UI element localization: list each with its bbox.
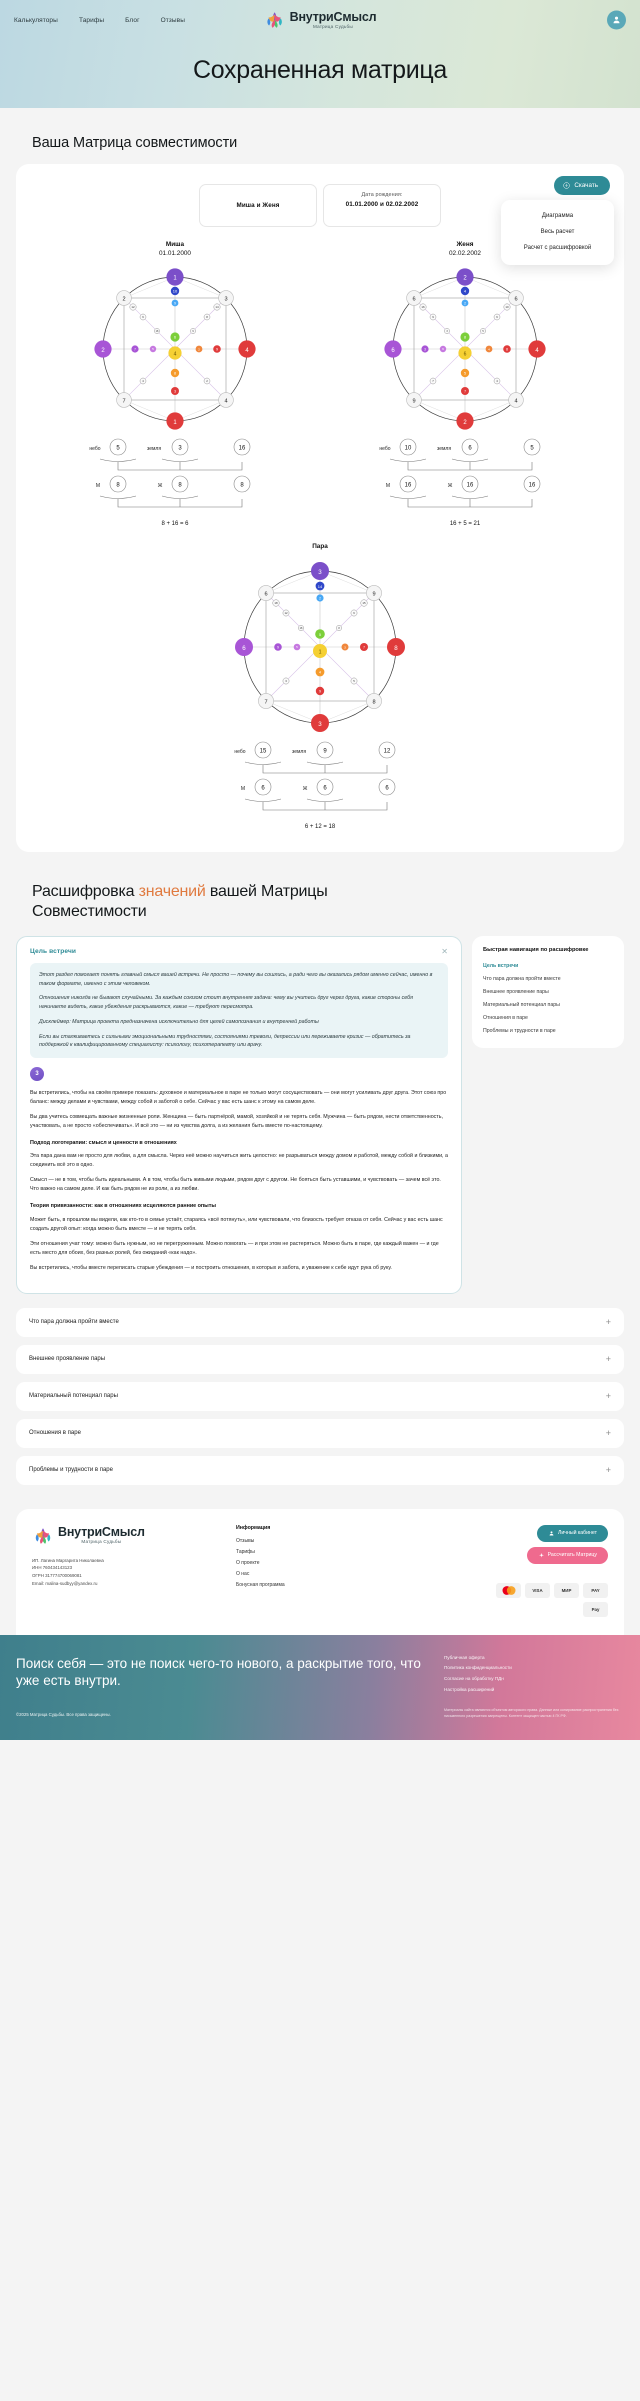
matrix-numbers-pair <box>215 739 425 834</box>
user-icon <box>611 15 622 26</box>
download-button[interactable] <box>554 176 610 195</box>
decoding-intro-p4: Если вы сталкиваетесь с сильными эмоциональными трудностями, состояниями тревоги, депрессии или переживаете кризис — обратитесь за поддержкой к квалифицированному специалисту: психологу, психотерапевту или врачу. <box>39 1033 411 1049</box>
nav-item-relations[interactable]: Отношения в паре <box>483 1015 528 1022</box>
svg-text:14: 14 <box>317 583 323 589</box>
svg-text:3: 3 <box>285 679 287 684</box>
decoding-heading-part1: Расшифровка <box>32 883 139 900</box>
footer-legal-ogrn: ОГРН 317774700069081 <box>32 1573 82 1579</box>
svg-text:3: 3 <box>424 347 426 352</box>
footer-legal <box>32 1557 222 1589</box>
svg-text:3: 3 <box>318 568 322 576</box>
decoding-badge: 3 <box>30 1067 44 1081</box>
svg-text:8: 8 <box>174 371 176 376</box>
calculate-matrix-button[interactable] <box>527 1547 608 1564</box>
svg-text:6: 6 <box>261 785 265 792</box>
svg-text:7: 7 <box>134 347 136 352</box>
svg-text:4: 4 <box>245 347 249 354</box>
svg-text:Ж: Ж <box>157 483 163 489</box>
matrix-name-zhenya: Женя <box>456 241 474 248</box>
svg-text:10: 10 <box>172 288 178 294</box>
personal-cabinet-label: Личный кабинет <box>557 1530 597 1537</box>
download-menu-item-decoded[interactable]: Расчет с расшифровкой <box>523 245 592 251</box>
plus-icon: + <box>605 1390 611 1401</box>
svg-text:небо: небо <box>379 446 391 452</box>
nav-item-external[interactable]: Внешнее проявление пары <box>483 989 549 996</box>
footer-legal-email: Email: malina-sudbyy@yandex.ru <box>32 1581 98 1587</box>
svg-text:9: 9 <box>216 347 218 352</box>
accordion-pass-together[interactable] <box>16 1308 624 1337</box>
footer-brand-subtitle: Матрица Судьбы <box>81 1539 122 1545</box>
svg-text:4: 4 <box>224 398 228 405</box>
svg-text:5: 5 <box>319 632 321 637</box>
svg-text:6: 6 <box>385 785 389 792</box>
svg-text:8: 8 <box>206 315 208 320</box>
decoding-body-h2: Теория привязанности: как в отношениях исцеляются ранние опыты <box>30 1203 217 1210</box>
dob-pill <box>323 184 441 227</box>
svg-text:12: 12 <box>284 611 288 616</box>
accordion-label: Отношения в паре <box>29 1430 81 1437</box>
svg-text:7: 7 <box>264 699 268 706</box>
svg-text:9: 9 <box>174 301 176 306</box>
svg-text:5: 5 <box>116 445 120 452</box>
svg-text:6: 6 <box>463 351 467 358</box>
matrix-card <box>16 164 624 852</box>
decoding-heading-part2: вашей Матрицы Совместимости <box>32 883 328 920</box>
decoding-body-p4: Смысл — не в том, чтобы быть идеальными. А в том, чтобы быть живыми людьми, рядом друг с другом. Не бояться быть уставшими, и чувствовать — зачем всё это. Что важно на самом деле. И как быть рядом не из роли, а из любви. <box>30 1177 441 1193</box>
matrix-numbers-zhenya <box>360 436 570 531</box>
svg-text:5: 5 <box>530 445 534 452</box>
plus-icon: + <box>605 1464 611 1475</box>
svg-text:небо: небо <box>234 749 246 755</box>
svg-text:15: 15 <box>362 601 366 606</box>
matrix-block-zhenya <box>345 241 585 527</box>
svg-text:6: 6 <box>323 785 327 792</box>
svg-text:12: 12 <box>383 748 391 755</box>
lotus-logo-icon <box>264 9 286 31</box>
quick-navigation-title: Быстрая навигация по расшифровке <box>483 947 589 953</box>
svg-text:14: 14 <box>215 305 219 310</box>
nav-links <box>14 17 185 24</box>
plus-icon: + <box>605 1316 611 1327</box>
svg-text:18: 18 <box>299 627 303 630</box>
bottom-link-extensions[interactable]: Настройка расширений <box>444 1687 495 1693</box>
bottom-left <box>16 1655 444 1724</box>
decoding-heading-accent: значений <box>138 883 206 900</box>
svg-text:16: 16 <box>421 305 425 310</box>
svg-text:6: 6 <box>468 445 472 452</box>
mir-icon: МИР <box>554 1583 579 1598</box>
accordion-material[interactable] <box>16 1382 624 1411</box>
dob-value: 01.01.2000 и 02.02.2002 <box>345 201 419 208</box>
decoding-panel-title: Цель встречи <box>30 948 77 955</box>
matrix-diagram-zhenya[interactable] <box>370 261 560 436</box>
names-value: Миша и Женя <box>236 202 280 209</box>
footer-info-title: Информация <box>236 1524 271 1531</box>
svg-text:земля: земля <box>146 446 162 452</box>
bottom-copyright: ©2025 Матрица Судьбы. Все права защищены. <box>16 1711 111 1717</box>
brand-name: ВнутриСмысл <box>289 9 377 24</box>
footer-brand-text <box>58 1526 145 1545</box>
download-menu-item-diagram[interactable]: Диаграмма <box>541 213 574 219</box>
svg-text:10: 10 <box>404 445 412 452</box>
pay-icon: PAY <box>583 1583 608 1598</box>
lotus-logo-icon <box>32 1525 54 1547</box>
svg-text:2: 2 <box>101 347 105 354</box>
payment-methods <box>476 1583 608 1617</box>
footer-brand[interactable] <box>32 1525 222 1547</box>
svg-text:4: 4 <box>319 670 321 675</box>
svg-text:15: 15 <box>259 748 267 755</box>
footer-info-links <box>236 1538 462 1588</box>
svg-text:4: 4 <box>535 347 539 354</box>
personal-matrices <box>30 241 610 527</box>
bottom-band <box>0 1635 640 1740</box>
matrix-date-zhenya: 02.02.2002 <box>449 250 481 257</box>
plus-icon: + <box>605 1427 611 1438</box>
footer-brand-column <box>32 1525 222 1617</box>
decoding-body-p5: Может быть, в прошлом вы видели, как кто-то в семье устаёт, стараясь «всё потянуть», или чувствовали, что близость требует отказа от себя. Сейчас у вас есть шанс создать другой опыт: когда можно быть вместе — и не терять себя. <box>30 1216 443 1232</box>
gpay-icon: Pay <box>583 1602 608 1617</box>
nav-link-calculators[interactable]: Калькуляторы <box>14 16 58 24</box>
nav-item-pass-together[interactable]: Что пара должна пройти вместе <box>483 976 561 982</box>
svg-text:4: 4 <box>488 347 490 352</box>
matrix-date-misha: 01.01.2000 <box>159 250 191 257</box>
decoding-row <box>16 936 624 1294</box>
brand-logo[interactable] <box>264 9 377 31</box>
user-icon <box>548 1530 555 1537</box>
bottom-link-privacy[interactable]: Политика конфиденциальности <box>444 1665 512 1671</box>
svg-text:10: 10 <box>505 305 509 310</box>
svg-text:4: 4 <box>463 288 467 294</box>
decoding-body-p1: Вы встретились, чтобы на своём примере показать: духовное и материальное в паре не только могут сосуществовать — они могут усиливать друг друга. Этот союз про баланс: между делами и чувствами, между собой и заботой о себе. Сейчас у вас есть шанс к этому на самом деле. <box>30 1090 447 1106</box>
matrix-misha-top: 1 <box>173 275 177 282</box>
matrix-total-zhenya: 16 + 5 = 21 <box>449 521 481 527</box>
brand-text <box>290 11 377 30</box>
svg-text:2: 2 <box>206 379 208 384</box>
svg-text:3: 3 <box>446 330 448 333</box>
decoding-panel <box>16 936 462 1294</box>
names-pill <box>199 184 317 227</box>
hero-banner <box>0 0 640 108</box>
accordion-label: Внешнее проявление пары <box>29 1356 106 1363</box>
svg-text:5: 5 <box>152 347 154 352</box>
matrix-diagram-misha[interactable] <box>80 261 270 436</box>
svg-text:М: М <box>240 786 246 792</box>
matrix-name-misha: Миша <box>165 241 185 248</box>
svg-text:6: 6 <box>174 335 176 340</box>
svg-text:6: 6 <box>353 611 355 616</box>
matrix-diagram-pair[interactable] <box>220 554 420 739</box>
matrix-total-pair: 6 + 12 = 18 <box>304 824 336 830</box>
svg-text:3: 3 <box>344 645 346 650</box>
page-title: Сохраненная матрица <box>192 56 448 84</box>
nav-item-problems[interactable]: Проблемы и трудности в паре <box>483 1028 556 1035</box>
download-menu <box>501 200 614 265</box>
svg-text:3: 3 <box>224 296 228 303</box>
svg-text:6: 6 <box>142 315 144 320</box>
svg-text:5: 5 <box>482 330 484 333</box>
svg-text:3: 3 <box>318 720 322 728</box>
calculate-matrix-label: Рассчитать Матрицу <box>547 1552 597 1559</box>
svg-text:9: 9 <box>277 645 279 650</box>
bottom-link-offer[interactable]: Публичная оферта <box>444 1654 485 1660</box>
bottom-slogan: Поиск себя — это не поиск чего-то нового, а раскрытие того, что уже есть внутри. <box>16 1655 421 1689</box>
matrix-block-pair <box>30 543 610 830</box>
svg-text:6: 6 <box>391 347 395 354</box>
matrix-block-misha <box>55 241 295 527</box>
visa-icon: VISA <box>525 1583 550 1598</box>
svg-text:9: 9 <box>442 347 444 352</box>
nav-link-blog[interactable]: Блог <box>125 16 140 24</box>
svg-text:2: 2 <box>463 275 467 282</box>
svg-text:1: 1 <box>173 419 177 426</box>
svg-text:2: 2 <box>198 347 200 352</box>
footer-legal-inn: ИНН 760434143123 <box>32 1565 73 1571</box>
svg-text:4: 4 <box>142 379 144 384</box>
svg-text:9: 9 <box>372 591 376 598</box>
nav-item-material[interactable]: Материальный потенциал пары <box>483 1002 560 1009</box>
svg-text:16: 16 <box>404 482 412 489</box>
svg-text:16: 16 <box>528 482 536 489</box>
footer-link-reviews[interactable]: Отзывы <box>236 1537 255 1544</box>
decoding-body-p6: Эти отношения учат тому: можно быть нужным, но не перегруженным. Можно помогать — и при этом не растеряться. Можно быть в паре, где каждый важен — и где есть место для обоих, без разных ролей, без ожиданий «как надо». <box>30 1240 439 1256</box>
accordion-problems[interactable] <box>16 1456 624 1485</box>
svg-text:4: 4 <box>173 351 177 358</box>
download-button-label: Скачать <box>574 182 598 189</box>
decoding-intro-p2: Отношения никогда не бывают случайными. За каждым союзом стоит внутренняя задача: чему вы учитесь друг через друга, какие стороны себя начинаете видеть, какие убеждения раскрываются, какие — требуют пересмотра. <box>39 995 413 1011</box>
svg-text:6: 6 <box>412 296 416 303</box>
brand-subtitle: Матрица Судьбы <box>312 23 353 29</box>
svg-text:2: 2 <box>319 596 321 601</box>
svg-text:7: 7 <box>432 379 434 384</box>
quick-navigation-list <box>483 963 613 1035</box>
svg-text:3: 3 <box>174 389 176 394</box>
decoding-body-h1: Подход логотерапии: смысл и ценности в отношениях <box>30 1140 177 1147</box>
mastercard-icon <box>496 1583 521 1598</box>
bottom-link-consent[interactable]: Согласие на обработку ПДн <box>444 1676 504 1682</box>
download-menu-item-full[interactable]: Весь расчет <box>540 229 575 235</box>
svg-text:9: 9 <box>412 398 416 405</box>
decoding-panel-header <box>30 948 448 956</box>
matrix-name-pair: Пара <box>312 543 328 550</box>
svg-text:7: 7 <box>363 645 365 650</box>
footer-info-column <box>236 1525 462 1617</box>
footer-link-about-project[interactable]: О проекте <box>236 1559 260 1566</box>
svg-text:2: 2 <box>464 301 466 306</box>
plus-icon: + <box>605 1353 611 1364</box>
accordion-label: Что пара должна пройти вместе <box>29 1319 119 1326</box>
svg-text:2: 2 <box>122 296 126 303</box>
nav-link-tariffs[interactable]: Тарифы <box>78 16 105 24</box>
matrix-total-misha: 8 + 16 = 6 <box>161 521 189 527</box>
accordion-list <box>16 1308 624 1485</box>
footer-brand-name: ВнутриСмысл <box>58 1525 145 1540</box>
site-footer <box>16 1509 624 1635</box>
svg-text:9: 9 <box>323 748 327 755</box>
accordion-label: Проблемы и трудности в паре <box>29 1467 113 1474</box>
svg-text:18: 18 <box>274 601 278 606</box>
accordion-external[interactable] <box>16 1345 624 1374</box>
bottom-copyright-note: Материалы сайта являются объектом авторского права. Данные или копирование распространения без письменного разрешения запрещены. Контент защищен частью 4 ГК РФ. <box>444 1708 619 1718</box>
svg-text:4: 4 <box>496 379 498 384</box>
svg-text:6: 6 <box>496 315 498 320</box>
decoding-body <box>30 1089 448 1272</box>
section-title: Ваша Матрица совместимости <box>32 135 238 151</box>
svg-text:6: 6 <box>264 591 268 598</box>
matrix-numbers-misha <box>70 436 280 531</box>
svg-text:4: 4 <box>514 398 518 405</box>
svg-text:16: 16 <box>466 482 474 489</box>
nav-item-goal[interactable]: Цель встречи <box>483 962 519 969</box>
close-icon[interactable]: ✕ <box>441 947 448 956</box>
decoding-intro-p3: Дисклеймер: Матрица проекта предназначена исключительно для целей самопознания и внутренней работы <box>39 1018 319 1025</box>
svg-text:8: 8 <box>116 482 120 489</box>
svg-text:18: 18 <box>155 330 159 333</box>
svg-text:2: 2 <box>463 419 467 426</box>
svg-text:небо: небо <box>89 446 101 452</box>
decoding-intro <box>30 963 448 1058</box>
svg-text:6: 6 <box>242 644 246 652</box>
svg-text:8: 8 <box>240 482 244 489</box>
dob-label: Дата рождения: <box>361 192 403 198</box>
svg-text:12: 12 <box>131 305 135 310</box>
footer-actions-column <box>476 1525 608 1617</box>
svg-text:9: 9 <box>319 689 321 694</box>
footer-link-about-us[interactable]: О нас <box>236 1570 250 1577</box>
decoding-body-p3: Эта пара дана вам не просто для любви, а для смысла. Через неё можно научиться жить целостно: не разрываться между домом и работой, между собой и близкими, а соединить всё это в одно. <box>30 1153 448 1169</box>
svg-text:5: 5 <box>464 371 466 376</box>
download-area <box>523 176 610 251</box>
top-navigation <box>0 0 640 40</box>
svg-text:3: 3 <box>178 445 182 452</box>
download-icon <box>563 182 570 189</box>
svg-text:6: 6 <box>514 296 518 303</box>
svg-text:8: 8 <box>178 482 182 489</box>
svg-text:8: 8 <box>372 699 376 706</box>
svg-text:9: 9 <box>432 315 434 320</box>
nav-link-reviews[interactable]: Отзывы <box>160 16 185 24</box>
bottom-right <box>444 1655 624 1724</box>
decoding-body-p7: Вы встретились, чтобы вместе переписать старые убеждения — и построить отношения, в которых и забота, и уважение к себе идут рука об руку. <box>30 1264 392 1271</box>
personal-cabinet-button[interactable] <box>537 1525 608 1542</box>
svg-text:Ж: Ж <box>302 786 308 792</box>
footer-legal-entity: ИП. Лагина Маргарита Николаевна <box>32 1557 104 1563</box>
accordion-relations[interactable] <box>16 1419 624 1448</box>
svg-text:5: 5 <box>296 645 298 650</box>
decoding-intro-p1: Этот раздел помогает понять главный смысл вашей встречи. Не просто — почему вы сошлись, а ради чего вы оказались рядом именно сейчас, именно в таком формате, именно с этим человеком. <box>39 972 433 987</box>
svg-text:8: 8 <box>464 335 466 340</box>
svg-text:М: М <box>385 483 391 489</box>
decoding-heading <box>0 852 420 922</box>
footer-link-bonus[interactable]: Бонусная программа <box>236 1581 285 1588</box>
svg-text:7: 7 <box>464 389 466 394</box>
svg-text:земля: земля <box>291 749 307 755</box>
svg-text:земля: земля <box>436 446 452 452</box>
user-account-button[interactable] <box>607 11 626 30</box>
footer-link-tariffs[interactable]: Тарифы <box>236 1548 255 1555</box>
svg-text:7: 7 <box>122 398 126 405</box>
svg-text:Ж: Ж <box>447 483 453 489</box>
sparkle-icon <box>538 1552 545 1559</box>
svg-text:1: 1 <box>318 649 322 656</box>
svg-text:9: 9 <box>192 330 194 333</box>
accordion-label: Материальный потенциал пары <box>29 1393 118 1400</box>
svg-text:М: М <box>95 483 101 489</box>
svg-text:8: 8 <box>506 347 508 352</box>
svg-text:5: 5 <box>353 679 355 684</box>
decoding-body-p2: Вы два учитесь совмещать важные жизненные роли. Женщина — быть партнёрой, мамой, хозяйкой и не терять себя. Мужчина — быть рядом, нести ответственность, участвовать, а не просто «обеспечивать». И всё это — ни из чувства долга, а из желания быть вместе по-настоящему. <box>30 1114 443 1130</box>
svg-text:8: 8 <box>338 627 340 630</box>
svg-text:8: 8 <box>394 644 398 652</box>
svg-text:16: 16 <box>238 445 246 452</box>
quick-navigation-panel <box>472 936 624 1048</box>
